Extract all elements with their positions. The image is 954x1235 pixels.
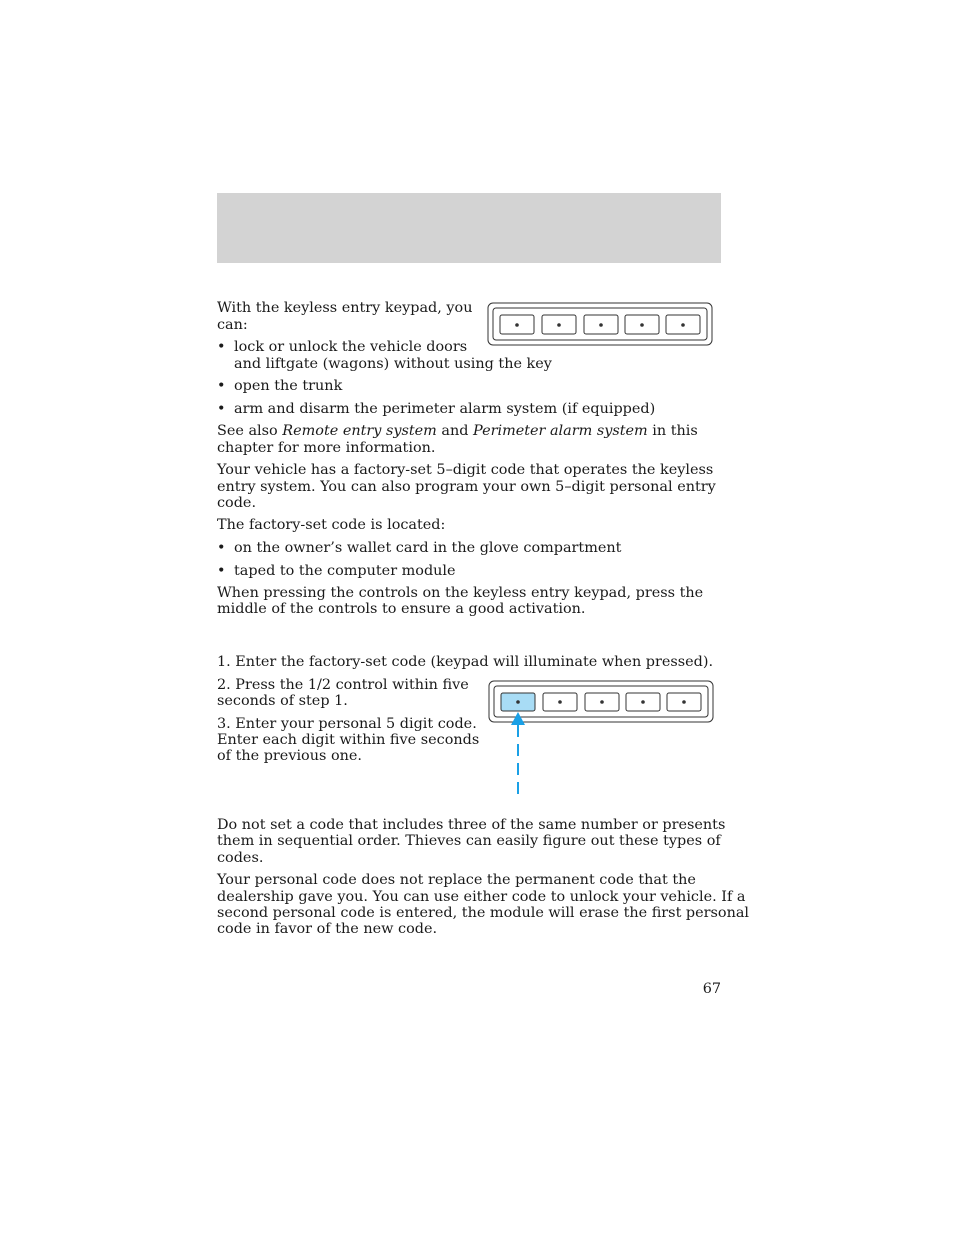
keypad-key <box>542 315 576 334</box>
bullet-icon: • <box>217 339 226 355</box>
keypad-key <box>543 693 577 711</box>
step-3-line-1: 3. Enter your personal 5 digit code. <box>217 716 477 732</box>
step-1: 1. Enter the factory-set code (keypad will illuminate when pressed). <box>217 654 714 670</box>
keypad-key <box>584 315 618 334</box>
step-2-line-2: seconds of step 1. <box>217 693 348 709</box>
step-2-line-1: 2. Press the 1/2 control within five <box>217 677 469 693</box>
see-also-line-2: chapter for more information. <box>217 440 436 456</box>
warning-line-1: Do not set a code that includes three of the same number or presents <box>217 817 726 833</box>
personal-line-2: dealership gave you. You can use either code to unlock your vehicle. If a <box>217 889 746 905</box>
keypad-key <box>500 315 534 334</box>
cross-reference: Remote entry system <box>282 423 437 439</box>
bullet-icon: • <box>217 563 226 579</box>
located-intro: The factory-set code is located: <box>217 517 446 533</box>
bullet-icon: • <box>217 540 226 556</box>
keypad-illustration <box>487 302 715 348</box>
cross-reference: Perimeter alarm system <box>473 423 648 439</box>
personal-line-3: second personal code is entered, the module will erase the first personal <box>217 905 750 921</box>
warning-line-2: them in sequential order. Thieves can easily figure out these types of <box>217 833 721 849</box>
bullet-icon: • <box>217 401 226 417</box>
personal-line-1: Your personal code does not replace the permanent code that the <box>217 872 696 888</box>
intro-line-1: With the keyless entry keypad, you <box>217 300 473 316</box>
section-header-band <box>217 193 721 263</box>
pressing-line-2: middle of the controls to ensure a good activation. <box>217 601 586 617</box>
bullet-icon: • <box>217 378 226 394</box>
factory-code-line-1: Your vehicle has a factory-set 5–digit code that operates the keyless <box>217 462 714 478</box>
intro-line-2: can: <box>217 317 248 333</box>
keypad-key <box>667 693 701 711</box>
keypad-key-highlighted <box>501 693 535 711</box>
personal-line-4: code in favor of the new code. <box>217 921 438 937</box>
pressing-line-1: When pressing the controls on the keyless entry keypad, press the <box>217 585 704 601</box>
keypad-key <box>625 315 659 334</box>
keypad-illustration-highlighted <box>488 680 716 804</box>
factory-code-line-2: entry system. You can also program your own 5–digit personal entry <box>217 479 716 495</box>
step-3-line-2: Enter each digit within five seconds <box>217 732 480 748</box>
warning-line-3: codes. <box>217 850 264 866</box>
page-number: 67 <box>702 981 721 997</box>
see-also-line-1: See also Remote entry system and Perimeter alarm system in this <box>217 423 698 439</box>
factory-code-line-3: code. <box>217 495 257 511</box>
step-3-line-3: of the previous one. <box>217 748 362 764</box>
keypad-key <box>626 693 660 711</box>
keypad-key <box>666 315 700 334</box>
keypad-key <box>585 693 619 711</box>
arrow-up-icon <box>511 712 525 801</box>
